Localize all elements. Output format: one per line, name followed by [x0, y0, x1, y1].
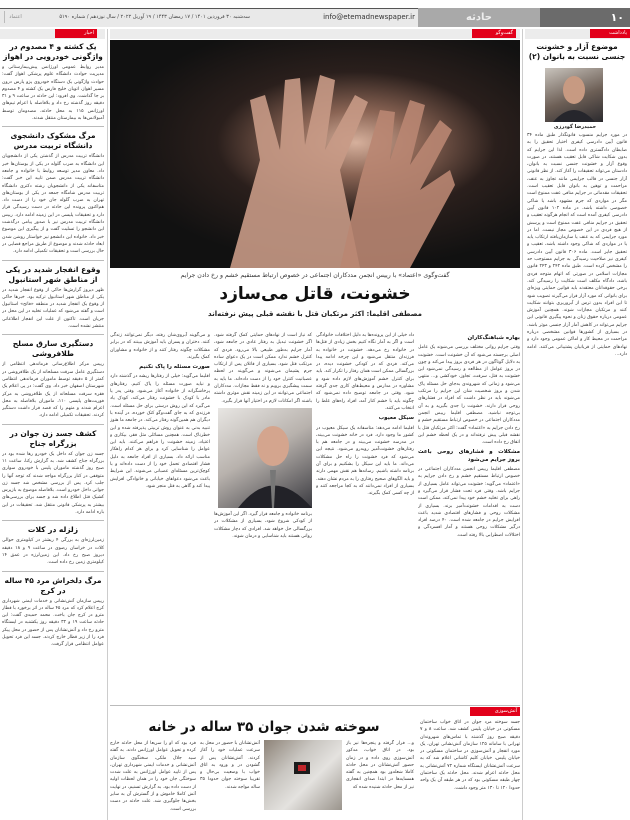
newspaper-logo: اعتماد — [4, 11, 26, 23]
interview-kicker: گفت‌وگوی «اعتماد» با رییس انجمن مددکاران اجتماعی در خصوص ارتباط مستقیم خشم و رخ دادن جرایم — [180, 272, 450, 279]
divider — [2, 571, 104, 572]
news-item — [2, 265, 104, 331]
news-item — [2, 339, 104, 419]
news-title: یک کشته و ۴ مصدوم در واژگونی خودرویی در اهواز — [3, 42, 103, 61]
divider — [2, 334, 104, 335]
paragraph: اقلیما ادامه می‌دهد: متاسفانه یک سیکل معیوب در کشور ما وجود دارد. فرد در خانه خشونت می‌بیند، در مدرسه خشونت می‌بیند و در جامعه هم با رفتارهای خشونت‌آمیز روبه‌رو می‌شود. نتیجه این می‌شود که فرد خشونت را راه حل مشکلات می‌داند. ما باید این سیکل را بشکنیم و برای آن برنامه داشته باشیم. رسانه‌ها هم نقش مهمی دارند و باید الگوهای صحیح رفتاری را به مردم نشان دهند. بسیاری از افراد نمی‌دانند که به کجا مراجعه کنند و از چه کسی کمک بگیرند. — [316, 425, 414, 497]
paragraph: اقلیما می‌گوید: خیلی از رفتارها ریشه در گذشته دارد و نباید صورت مسئله را پاک کنیم. رفتارهای پرخاشگرانه از خانواده آغاز می‌شود. وقتی پدر یا مادر با کودک با خشونت رفتار می‌کند، کودک یاد می‌گیرد که این روش درستی برای حل مسئله است. فرزندی که به جای گفت‌وگو کتک خورده، در آینده با دیگران هم همین‌گونه رفتار می‌کند. در جامعه ما هنوز تنبیه بدنی به عنوان روش تربیتی پذیرفته شده و این خطرناک است. همچنین مسائلی مثل فقر، بیکاری و اعتیاد، زمینه خشونت را فراهم می‌کنند. باید این عوامل را شناسایی کرد و برای هر کدام راهکار مناسب ارائه داد. بسیاری از افراد جامعه به دلیل فشار اقتصادی تحمل خود را از دست داده‌اند و با کوچک‌ترین مسئله‌ای عصبانی می‌شوند. این شرایط باعث می‌شود دعواهای خیابانی و خانوادگی افزایش پیدا کند و گاهی به قتل منجر شود. — [110, 374, 210, 489]
news-body: جسد زن جوان که داخل یک خودرو رها شده بود در بزرگراه جناح کشف شد. به گزارش رکنا، ساعت ۱۱ صبح روز گذشته ماموران پلیس با خودروی سواری متوقفی در کنار بزرگراه مواجه شدند که توجه آنها را جلب کرد. پس از بررسی مشخص شد جسد زن جوانی داخل خودرو است. بلافاصله موضوع به بازپرس کشیک قتل اطلاع داده شد و جسد برای بررسی‌های بیشتر به پزشکی قانونی منتقل شد. تحقیقات در این باره ادامه دارد. — [2, 451, 104, 516]
interview-column-2 — [316, 332, 414, 702]
page-number: ۱۰ — [540, 8, 630, 27]
byline: بهاره شباهنگ‌کاران — [467, 335, 520, 341]
news-body: رییس مرکز اطلاع‌رسانی فرماندهی انتظامی از دستگیری عامل سرقت مسلحانه از یک طلافروشی در کمتر از ۵ دقیقه توسط ماموران فرماندهی انتظامی شهرستان اصفهان خبر داد. وی گفت: در پی اعلام یک فقره سرقت مسلحانه از یک طلافروشی به مرکز فوریت‌های پلیسی ۱۱۰، ماموران بلافاصله به محل اعزام شدند و متهم را که قصد فرار داشت دستگیر کردند. تحقیقات تکمیلی ادامه دارد. — [2, 362, 104, 419]
note-tag: یادداشت — [590, 29, 630, 38]
interview-column-1 — [418, 332, 520, 702]
section-title: حادثه — [418, 8, 540, 27]
interview-column-3 — [214, 332, 312, 702]
author-name: حمیدرضا گودرزی — [553, 124, 597, 130]
interview-subhead: مصطفی اقلیما: اکثر مرتکبان قتل با نقشه قبلی پیش نرفته‌اند — [208, 310, 422, 318]
subheading: صورت مسئله را پاک نکنیم — [139, 364, 210, 371]
paragraph: برنامه خانواده و جامعه قرار گیرد. اگر این آموزش‌ها از کودکی شروع شود، بسیاری از مشکلات در بزرگسالی حل خواهد شد. افرادی که دچار مشکلات روانی هستند باید شناسایی و درمان شوند. — [214, 511, 312, 539]
news-title: زلزله در کلات — [27, 525, 79, 535]
divider — [2, 126, 104, 127]
paragraph: وقتی جرایم روانی مختلف بررسی می‌شوند یک عامل اصلی برجسته می‌شود که آن خشونت است. خشونت به دلایل گوناگون در هر فردی بروز پیدا می‌کند و چون در بروز عوامل از مطالعه و رسیدگی نمی‌شود این خشونت به قتل، سرقت، تجاوز، خودکشی و... منتهی می‌شود و زمانی که شهروندی به‌جای حل مسئله پاک شدن و بروز شخصیت شان این جرایم را مرتکب می‌شوند باید در نظر داشت که افراد در فشارهای روحی قرار دارند. خشونت را جدی بگیرید و به آن بی‌توجه نباشید. مصطفی اقلیما رییس انجمن مددکاران اجتماعی در خصوص ارتباط مستقیم خشم و رخ دادن جرایم به «اعتماد» گفت: اکثر مرتکبان قتل با نقشه قبلی پیش نرفته‌اند و در یک لحظه خشم این اتفاق رخ داده است. — [418, 345, 520, 446]
note-body: در مورد جرایم منسوب قانونگذار طبق ماده ۳۴ قانون آیین دادرسی کیفری اختیار تحقیق را به ضابطان دادگستری داده است. لذا این جرایم که بدون شکایت شاکی قابل تعقیب هستند، در صورت وقوع آزار و خشونت جنسی نسبت به بانوان، دادستان می‌تواند تحقیقات را آغاز کند. از نظر قانونی آزار جنسی در قالب جرایمی مانند تجاوز به عنف، مزاحمت و توهین به بانوان قابل تعقیب است. تحقیقات مقدماتی در جرایم منافی عفت ممنوع است مگر در مواردی که جرم مشهود باشد یا شاکی خصوصی داشته باشد. در ماده ۱۰۲ قانون آیین دادرسی کیفری آمده است که انجام هرگونه تعقیب و تحقیق در جرایم منافی عفت ممنوع است و پرسش از هیچ فردی در این خصوص مجاز نیست. اما در مورد جرایمی که به عنف یا سازمان‌یافته ارتکاب یابد یا در مواردی که شاکی وجود داشته باشد، تعقیب و تحقیق جایز است. ماده ۳۰۶ قانون آیین دادرسی کیفری نیز صلاحیت رسیدگی به جرایم مستوجب حد را مشخص کرده است. طبق ماده ۲۴۲ و ۲۴۳ قانون مجازات اسلامی در صورتی که اتهام متوجه فردی باشد، دادگاه مکلف است شکایت را رسیدگی کند. برخی حقوقدانان معتقدند باید قوانین حمایتی ویژه‌ای برای بانوانی که مورد آزار قرار می‌گیرند تصویب شود تا این افراد بدون ترس از آبروریزی بتوانند شکایت کنند و مرتکبان مجازات شوند. همچنین آموزش عمومی درباره حقوق زنان و نحوه پیگیری قانونی این جرایم می‌تواند در کاهش آمار آزار جنسی موثر باشد. در بسیاری از کشورها قوانین مشخصی درباره مزاحمت در محیط کار و اماکن عمومی وجود دارد و نهادهای حمایتی از قربانیان پشتیبانی می‌کنند. ادامه دارد... — [527, 133, 627, 357]
news-body: دانشگاه تربیت مدرس از گذشتن یکی از دانشجویان این دانشگاه به ضرب گلوله در یکی از بوستان‌ها خبر داد. معاون مدیر توسعه روابط با خانواده و جامعه دانشگاه تربیت مدرس ضمن تایید این خبر گفت: متاسفانه یکی از دانشجویان رشته دکتری دانشگاه تربیت مدرس شامگاه جمعه در یکی از بوستان‌های تهران به ضرب گلوله جان خود را از دست داد. هم‌اکنون پرونده این حادثه در دست رسیدگی قرار دارد و تحقیقات پلیسی در این زمینه ادامه دارد. رییس دانشگاه تربیت مدرس نیز با صدور پیامی درگذشت این دانشجو را تسلیت گفت و از پیگیری این موضوع خبر داد. خانواده این دانشجو نیز خواستار روشن شدن ابعاد حادثه شدند و موضوع از طریق مراجع قضایی در حال بررسی است و تحقیقات تکمیلی ادامه دارد. — [2, 154, 104, 255]
news-body: ظهر دیروز گزارش‌ها حاکی از وقوع انفجار شدید در یکی از مناطق شهر استانبول ترکیه بود. خبرها حاکی از وقوع یک انفجار شدید در منطقه «فاتح» استانبول است و گفته می‌شود که عملیات تخلیه در این محل در جریان است. تاکنون از علت این انفجار اطلاعاتی منتشر نشده است. — [2, 287, 104, 330]
column-divider — [107, 29, 108, 820]
news-column — [2, 42, 104, 649]
issue-date: سه‌شنبه ۳۰ فروردین ۱۴۰۱ / ۱۷ رمضان ۱۴۴۳ / ۱۹ آوریل ۲۰۲۲ / سال نوزدهم / شماره ۵۱۹۰ — [59, 14, 250, 20]
fire-tag: آتش‌سوزی — [470, 707, 520, 716]
interview-tag-row — [110, 29, 520, 39]
news-title: دستگیری سارق مسلح طلافروشی — [12, 339, 94, 359]
divider — [2, 424, 104, 425]
news-item — [2, 576, 104, 649]
news-body: مدیر روابط عمومی اورژانس پیش‌بیمارستانی و مدیریت حوادث دانشگاه علوم پزشکی اهواز گفت: حوادث واژگونی یک دستگاه خودروی پژو پارس درون مسیر اهواز، اتوبان خلیج فارس یک کشته و ۴ مصدوم بر جا گذاشت. وی افزود: این حادثه در ساعت ۹ و ۳۱ دقیقه روز گذشته رخ داد و بلافاصله با اعزام تیم‌های اورژانس ۱۱۵ به محل حادثه، مصدومان توسط آمبولانس‌ها به بیمارستان منتقل شدند. — [2, 65, 104, 122]
paragraph: و می‌گویند آبروی‌شان رفته، دیگر نمی‌توانند زندگی کنند. دختران و پسران باید آموزش ببینند که در برابر مشکلات چگونه رفتار کنند و از خانواده و مشاوران کمک بگیرند. — [110, 333, 210, 360]
fire-column-1: جسد سوخته مرد جوان در اتاق خواب ساختمان مسکونی در خیابان پلیس کشف شد. ساعت ۸ و ۷ دقیقه صبح روز گذشته با تماس‌های شهروندان تهرانی با سامانه ۱۲۵ سازمان آتش‌نشانی تهران، یک مورد انفجار و آتش‌سوزی در ساختمان مسکونی در خیابان پلیس، خیابان کلیم کاشانی اعلام شد که به سرعت آتش‌نشانان ایستگاه شماره ۷۲ آتش‌نشانی به محل حادثه اعزام شدند. محل حادثه یک ساختمان چهار طبقه مسکونی بود که در هر طبقه آن یک واحد حدودا ۱۲۰ تا ۱۳۰ متر وجود داشت. — [420, 720, 520, 791]
news-item — [2, 525, 104, 566]
interview-tag: گفت‌وگو — [472, 29, 516, 38]
news-item — [2, 429, 104, 517]
paragraph: داد خیلی از این پرونده‌ها به دلیل اختلافات خانوادگی است و اگر به آمار نگاه کنیم بخش زیادی از قتل‌ها در خانواده رخ می‌دهد. خشونت در خانواده به فرزندان منتقل می‌شود و این چرخه ادامه پیدا می‌کند. فردی که در کودکی خشونت دیده، در بزرگسالی ممکن است همان رفتار را تکرار کند. باید برای کنترل خشم آموزش‌های لازم داده شود و مشاوره در مدارس و محیط‌های کاری جدی گرفته شود. وقتی در جامعه توضیح داده نمی‌شود که چگونه باید با خشم کنار آمد، افراد راه‌های غلط را انتخاب می‌کنند. — [316, 333, 414, 411]
paragraph: که نیاز است از نهادهای حمایتی کمک گرفته شود. اگر خشونت تبدیل به رفتار عادی در جامعه شود، آمار جرایم به‌طور طبیعی بالا می‌رود. فردی که کنترل خشم ندارد ممکن است در یک دعوای ساده مرتکب قتل شود. بسیاری از قاتلان پس از ارتکاب جرم پشیمان می‌شوند و می‌گویند در لحظه عصبانیت کنترل خود را از دست داده‌اند. ما باید به سمت پیشگیری برویم و نه فقط مجازات. مددکاران اجتماعی می‌توانند در این زمینه نقش موثری داشته باشند اگر امکانات لازم در اختیار آنها قرار بگیرد. — [214, 333, 312, 404]
subheading: مشکلات و فشارهای روحی باعث بروز جرایم می‌شود — [418, 449, 520, 463]
news-title: کشف جسد زن جوان در بزرگراه جناح — [9, 428, 97, 448]
divider — [2, 520, 104, 521]
fire-column-4: فرد بود که او را سریعا از محل حادثه خارج کرده و تحویل عوامل اورژانس دادند. به گفته سید جلال ملکی، سخنگوی سازمان آتش‌نشانی و خدمات ایمنی شهرداری تهران، پس از تایید عوامل اورژانس به علت شدت سوختگی جان خود را در همان لحظات اولیه از دست داده بود. به گزارش تسنیم، در نهایت آتش کاملا خاموش و از گسترش آن به سایر بخش‌ها جلوگیری شد. علت حادثه در دست بررسی است. — [110, 741, 196, 812]
author-photo — [545, 68, 603, 122]
contact-email[interactable]: info@etemadnewspaper.ir — [323, 13, 415, 21]
hands-stop-photo — [110, 40, 520, 268]
interview-headline: خشونت، قاتل می‌سازد — [219, 284, 411, 304]
news-title: مرگ دلخراش مرد ۴۵ ساله در کرج — [4, 575, 102, 595]
fire-headline: سوخته شدن جوان ۳۵ ساله در خانه — [148, 719, 380, 735]
interviewee-photo — [218, 408, 312, 508]
subheading: سیکل معیوب — [378, 415, 414, 422]
section-divider — [110, 705, 520, 706]
divider — [2, 260, 104, 261]
paragraph: مصطفی اقلیما رییس انجمن مددکاران اجتماعی در خصوص ارتباط مستقیم خشم و رخ دادن جرایم به «اعتماد» می‌گوید: خشونت می‌تواند عامل بسیاری از جرایم باشد. وقتی فرد تحت فشار قرار می‌گیرد و راهی برای تخلیه خشم خود پیدا نمی‌کند، ممکن است دست به اقدامات خشونت‌آمیز بزند. بسیاری از مشکلات روحی و فشارهای اقتصادی شدید باعث افزایش جرایم در جامعه شده است. ۴۰ درصد افراد درگیر مشکلات روحی هستند و آمار افسردگی و اختلالات اضطرابی بالا رفته است. — [418, 467, 520, 538]
note-title: موضوع آزار و خشونت جنسی نسبت به بانوان (۲) — [528, 42, 626, 61]
column-divider — [522, 29, 523, 820]
news-title: وقوع انفجار شدید در یکی از مناطق شهر استانبول — [5, 264, 101, 284]
news-item — [2, 131, 104, 255]
interview-column-4 — [110, 332, 210, 702]
news-body: رییس سازمان آتش‌نشانی و خدمات ایمنی شهرداری کرج اعلام کرد که مرد ۴۵ ساله در اثر برخورد با قطار مترو در کرج جان باخت. محمد حمیدی گفت: این حادثه ساعت ۱۹ و ۳۲ دقیقه روز یکشنبه در ایستگاه مترو رخ داد و آتش‌نشانان پس از حضور در محل پیکر فرد را از زیر قطار خارج کردند. جسد این فرد تحویل عوامل انتظامی قرار گرفت. — [2, 598, 104, 648]
fire-column-2: و... فرار گرفته و پنجره‌ها نیز باز بود. در اتاق خواب، مدکور آتش‌سوزی روی داده و در زمان حضور آتش‌نشانان در محل حادثه کاملا شعله‌ور بود همچنین به گفته همسایه‌ها در ابتدا صدای انفجاری نیز از محل حادثه شنیده شده که — [346, 741, 414, 790]
note-article — [526, 42, 628, 62]
news-tag: اخبار — [55, 29, 97, 38]
news-title: مرگ مشکوک دانشجوی دانشگاه تربیت مدرس — [10, 131, 96, 151]
fire-column-3: آتش‌نشانان با حضور در محل به سرعت عملیات خود را آغاز کردند. آتش‌نشانان پس از گشودن در و ورود به اتاق خواب با وضعیت بی‌حال و تقریبا سوخته جوان حدودا ۳۵ ساله مواجه شدند. — [200, 741, 260, 790]
news-body: زمین‌لرزه‌ای به بزرگی ۴ ریشتر در کیلومتری حوالی کلات در خراسان رضوی در ساعت ۹ و ۱۸ دقیقه دیروز صبح رخ داد. این زمین‌لرزه در عمق ۱۴ کیلومتری زمین رخ داده است. — [2, 538, 104, 566]
news-item — [2, 42, 104, 122]
fire-scene-photo — [264, 740, 342, 810]
